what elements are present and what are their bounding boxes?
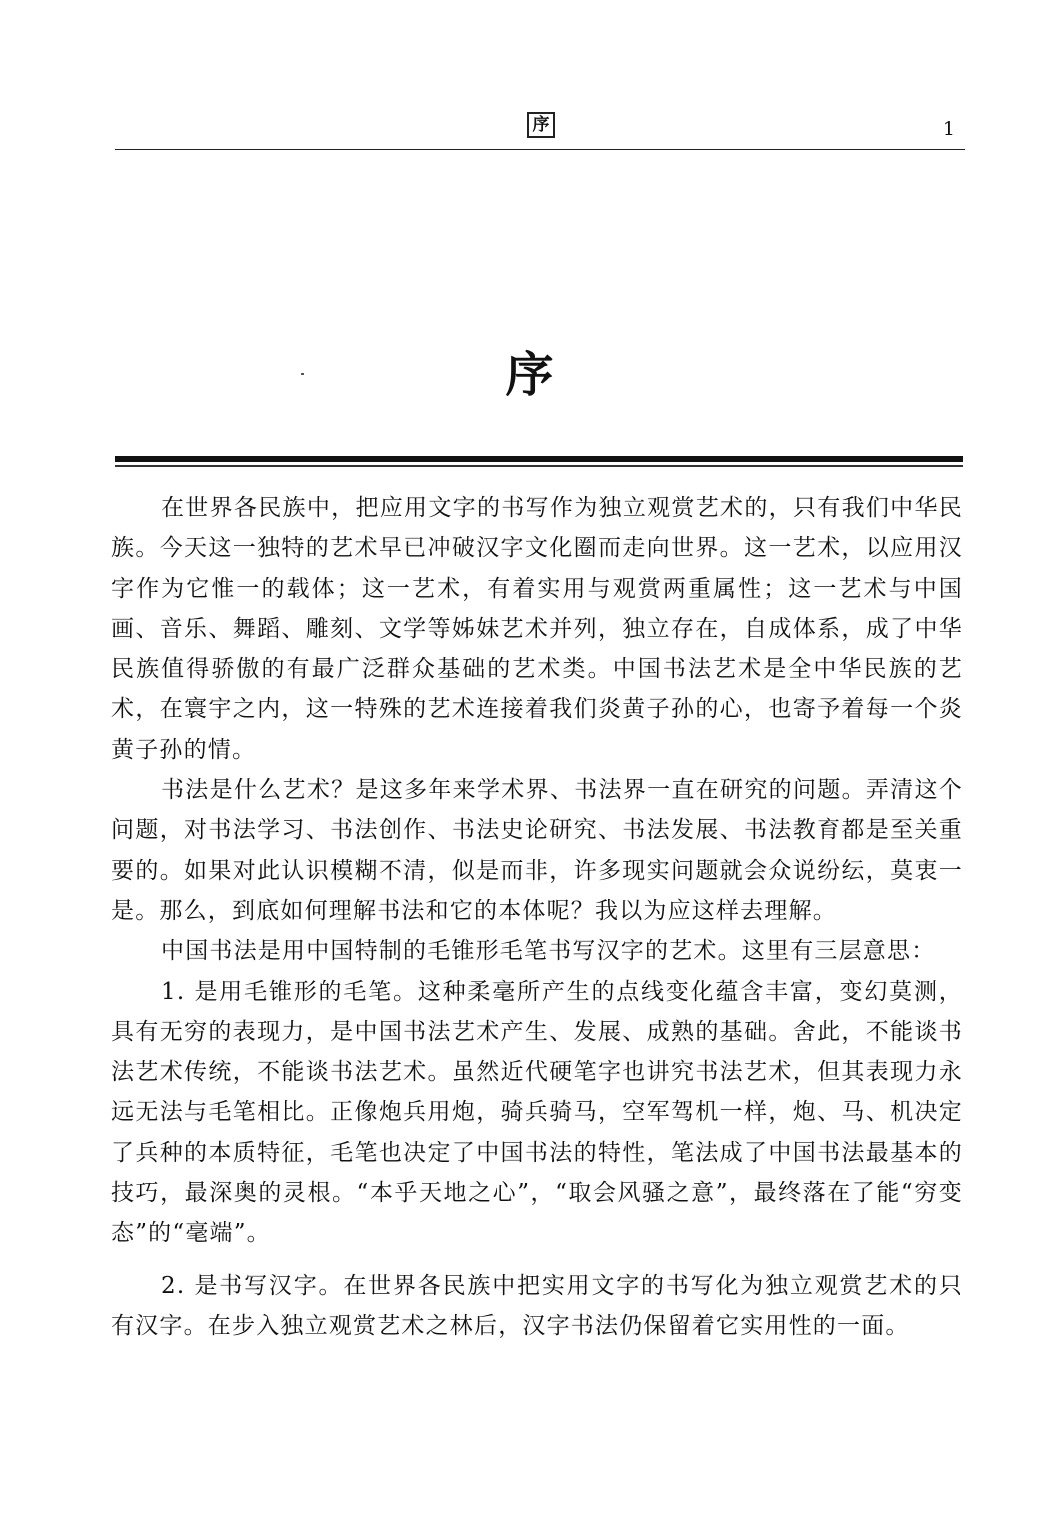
paragraph-4: 1. 是用毛锥形的毛笔。这种柔毫所产生的点线变化蕴含丰富，变幻莫测，具有无穷的表现力，是中国书法艺术产生、发展、成熟的基础。舍此，不能谈书法艺术传统，不能谈书法艺术。虽然近代硬笔字也讲究书法艺术，但其表现力永远无法与毛笔相比。正像炮兵用炮，骑兵骑马，空军驾机一样，炮、马、机决定了兵种的本质特征，毛笔也决定了中国书法的特性，笔法成了中国书法最基本的技巧，最深奥的灵根。“本乎天地之心”，“取会风骚之意”，最终落在了能“穷变态”的“毫端”。 <box>111 978 963 1247</box>
title-rule-thick <box>115 456 963 462</box>
page-number: 1 <box>942 118 955 140</box>
section-mark: 序 <box>527 112 555 138</box>
paragraph-3: 中国书法是用中国特制的毛锥形毛笔书写汉字的艺术。这里有三层意思： <box>161 938 936 965</box>
paragraph-5: 2. 是书写汉字。在世界各民族中把实用文字的书写化为独立观赏艺术的只有汉字。在步入独立观赏艺术之林后，汉字书法仍保留着它实用性的一面。 <box>111 1272 963 1339</box>
chapter-title: 序 <box>505 347 556 403</box>
title-rule-thin <box>115 465 963 467</box>
body-text <box>111 488 963 1346</box>
running-header <box>115 105 965 150</box>
paragraph-1: 在世界各民族中，把应用文字的书写作为独立观赏艺术的，只有我们中华民族。今天这一独特的艺术早已冲破汉字文化圈而走向世界。这一艺术，以应用汉字作为它惟一的载体；这一艺术，有着实用与观赏两重属性；这一艺术与中国画、音乐、舞蹈、雕刻、文学等姊妹艺术并列，独立存在，自成体系，成了中华民族值得骄傲的有最广泛群众基础的艺术类。中国书法艺术是全中华民族的艺术，在寰宇之内，这一特殊的艺术连接着我们炎黄子孙的心，也寄予着每一个炎黄子孙的情。 <box>111 495 963 763</box>
paragraph-2: 书法是什么艺术？是这多年来学术界、书法界一直在研究的问题。弄清这个问题，对书法学习、书法创作、书法史论研究、书法发展、书法教育都是至关重要的。如果对此认识模糊不清，似是而非，许多现实问题就会众说纷纭，莫衷一是。那么，到底如何理解书法和它的本体呢？我以为应这样去理解。 <box>111 777 963 924</box>
